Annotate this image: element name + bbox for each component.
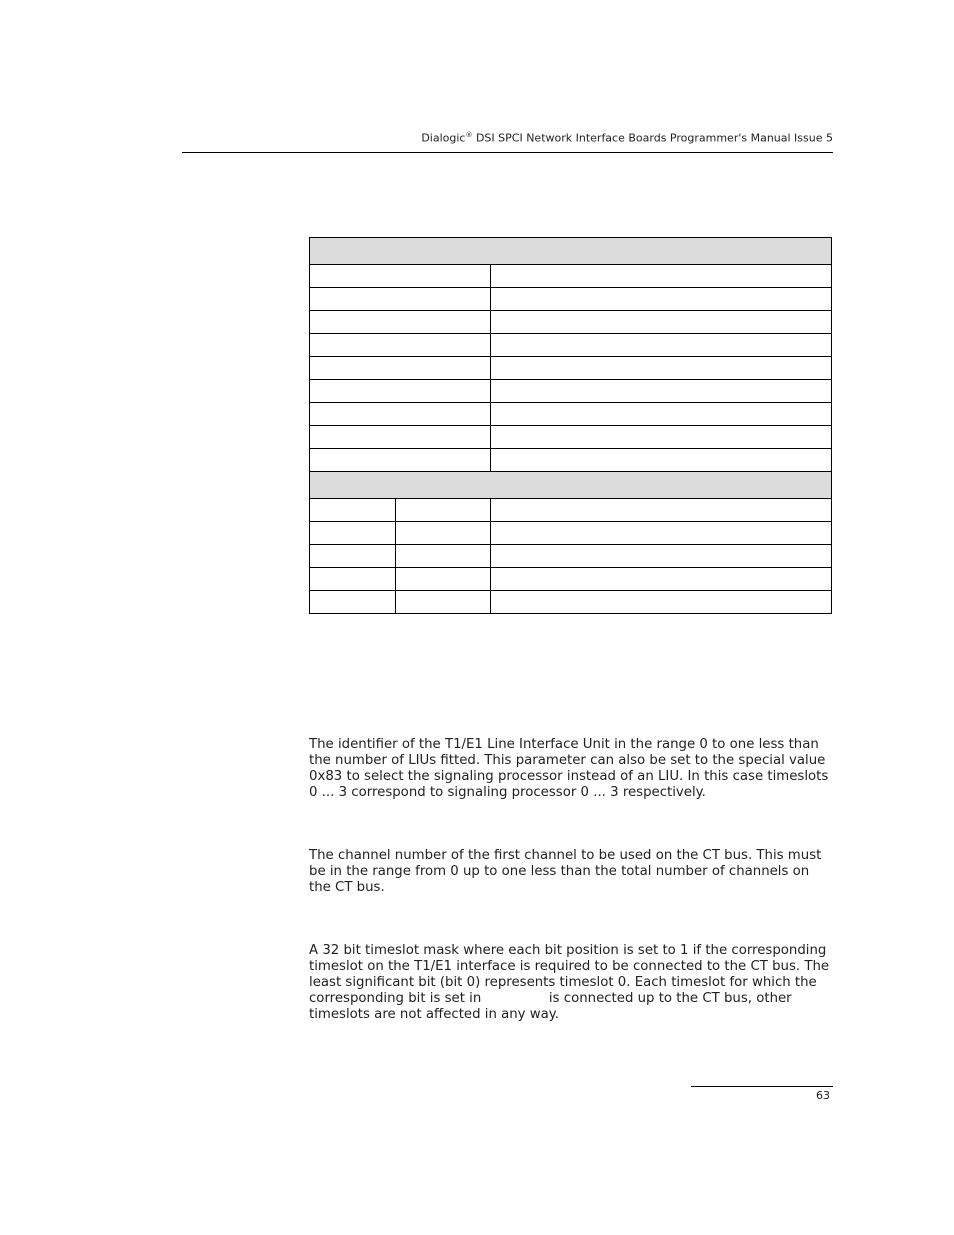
table-row — [310, 357, 832, 380]
table-cell — [310, 568, 396, 591]
table-row — [310, 522, 832, 545]
table-row — [310, 265, 832, 288]
header-rule — [182, 152, 833, 153]
table-cell — [491, 380, 832, 403]
running-header — [182, 131, 833, 145]
table-section-header-message — [310, 238, 832, 265]
table-cell — [396, 499, 491, 522]
table-cell — [396, 522, 491, 545]
table-cell — [491, 265, 832, 288]
table-cell — [310, 472, 832, 499]
table-cell — [491, 591, 832, 614]
table-cell — [310, 265, 491, 288]
table-row — [310, 591, 832, 614]
header-title: DSI SPCI Network Interface Boards Programmer's Manual Issue 5 — [472, 131, 833, 145]
table-row — [310, 288, 832, 311]
paragraph-line: A 32 bit timeslot mask where each bit position is set to 1 if the corresponding — [309, 943, 827, 958]
table-cell — [310, 545, 396, 568]
table-cell — [310, 357, 491, 380]
registered-mark: ® — [465, 131, 473, 139]
table-cell — [396, 568, 491, 591]
table-cell — [491, 288, 832, 311]
table-cell — [491, 334, 832, 357]
table-cell — [491, 568, 832, 591]
table-cell — [491, 449, 832, 472]
table-cell — [310, 380, 491, 403]
table-cell — [310, 499, 396, 522]
table-cell — [396, 591, 491, 614]
message-format-table — [309, 237, 832, 614]
footer-rule — [691, 1086, 833, 1087]
table-cell — [310, 591, 396, 614]
table-row — [310, 449, 832, 472]
paragraph-line: be in the range from 0 up to one less than the total number of channels on — [309, 864, 810, 879]
table-row — [310, 403, 832, 426]
table-row — [310, 499, 832, 522]
table-cell — [491, 426, 832, 449]
table-row — [310, 545, 832, 568]
table-cell — [491, 403, 832, 426]
table-cell — [310, 522, 396, 545]
table-row — [310, 311, 832, 334]
table-cell — [491, 522, 832, 545]
table-cell — [491, 357, 832, 380]
table-cell — [491, 545, 832, 568]
paragraph-liu-id — [309, 737, 835, 801]
header-brand: Dialogic — [421, 131, 466, 145]
paragraph-line: 0x83 to select the signaling processor instead of an LIU. In this case timeslots — [309, 769, 829, 784]
table-cell — [310, 403, 491, 426]
paragraph-line: the CT bus. — [309, 880, 385, 895]
table-cell — [310, 288, 491, 311]
table-row — [310, 568, 832, 591]
paragraph-timeslot-mask — [309, 943, 835, 1023]
paragraph-line: least significant bit (bit 0) represents timeslot 0. Each timeslot for which the — [309, 975, 817, 990]
table-cell — [310, 334, 491, 357]
table-cell — [396, 545, 491, 568]
table-row — [310, 426, 832, 449]
paragraph-line: The channel number of the first channel to be used on the CT bus. This must — [309, 848, 822, 863]
table-cell — [310, 426, 491, 449]
table-cell — [491, 311, 832, 334]
paragraph-line: timeslot on the T1/E1 interface is required to be connected to the CT bus. The — [309, 959, 830, 974]
table-cell — [310, 311, 491, 334]
table-section-header-parameters — [310, 472, 832, 499]
paragraph-line: corresponding bit is set in is connected up to the CT bus, other — [309, 991, 792, 1006]
paragraph-line: the number of LIUs fitted. This parameter can also be set to the special value — [309, 753, 826, 768]
paragraph-channel — [309, 848, 835, 896]
page-number: 63 — [816, 1089, 830, 1102]
table-cell — [310, 449, 491, 472]
table-row — [310, 380, 832, 403]
paragraph-line: The identifier of the T1/E1 Line Interface Unit in the range 0 to one less than — [309, 737, 819, 752]
table-row — [310, 334, 832, 357]
paragraph-line: timeslots are not affected in any way. — [309, 1007, 560, 1022]
paragraph-line: 0 ... 3 correspond to signaling processor 0 ... 3 respectively. — [309, 785, 706, 800]
table-cell — [310, 238, 832, 265]
table-cell — [491, 499, 832, 522]
